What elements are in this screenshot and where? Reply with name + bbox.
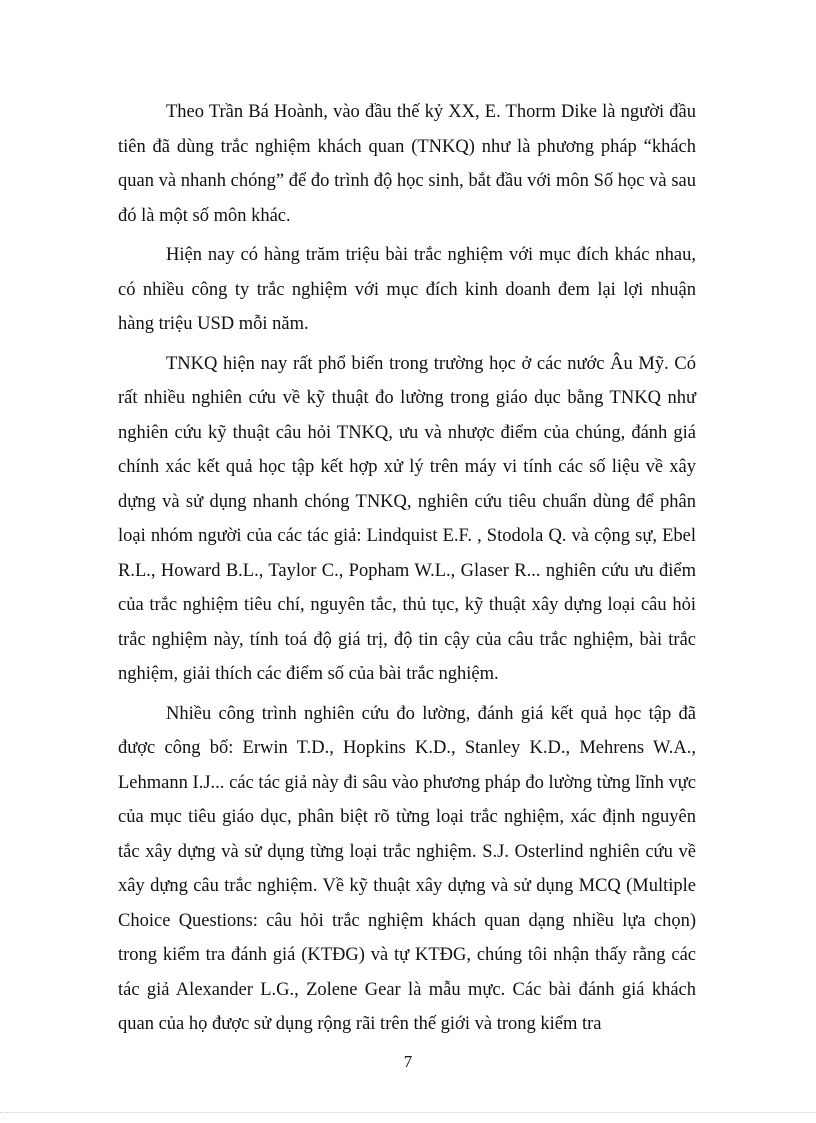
body-text [118, 95, 696, 1047]
paragraph-4: Nhiều công trình nghiên cứu đo lường, đánh giá kết quả học tập đã được công bố: Erwin T.D., Hopkins K.D., Stanley K.D., Mehrens W.A., Lehmann I.J... các tác giả này đi sâu vào phương pháp đo lường từng lĩnh vực của mục tiêu giáo dục, phân biệt rõ từng loại trắc nghiệm, xác định nguyên tắc xây dựng và sử dụng từng loại trắc nghiệm. S.J. Osterlind nghiên cứu về xây dựng câu trắc nghiệm. Về kỹ thuật xây dựng và sử dụng MCQ (Multiple Choice Questions: câu hỏi trắc nghiệm khách quan dạng nhiều lựa chọn) trong kiểm tra đánh giá (KTĐG) và tự KTĐG, chúng tôi nhận thấy rằng các tác giả Alexander L.G., Zolene Gear là mẫu mực. Các bài đánh giá khách quan của họ được sử dụng rộng rãi trên thế giới và trong kiểm tra [118, 703, 696, 1034]
paragraph-2: Hiện nay có hàng trăm triệu bài trắc nghiệm với mục đích khác nhau, có nhiều công ty trắc nghiệm với mục đích kinh doanh đem lại lợi nhuận hàng triệu USD mỗi năm. [118, 245, 696, 334]
paragraph-1: Theo Trần Bá Hoành, vào đầu thế kỷ XX, E. Thorm Dike là người đầu tiên đã dùng trắc nghiệm khách quan (TNKQ) như là phương pháp “khách quan và nhanh chóng” để đo trình độ học sinh, bắt đầu với môn Số học và sau đó là một số môn khác. [118, 102, 696, 226]
paragraph-3: TNKQ hiện nay rất phổ biến trong trường học ở các nước Âu Mỹ. Có rất nhiều nghiên cứu về kỹ thuật đo lường trong giáo dục bằng TNKQ như nghiên cứu kỹ thuật câu hỏi TNKQ, ưu và nhược điểm của chúng, đánh giá chính xác kết quả học tập kết hợp xử lý trên máy vi tính các số liệu về xây dựng và sử dụng nhanh chóng TNKQ, nghiên cứu tiêu chuẩn dùng để phân loại nhóm người của các tác giả: Lindquist E.F. , Stodola Q. và cộng sự, Ebel R.L., Howard B.L., Taylor C., Popham W.L., Glaser R... nghiên cứu ưu điểm của trắc nghiệm tiêu chí, nguyên tắc, thủ tục, kỹ thuật xây dựng loại câu hỏi trắc nghiệm này, tính toá độ giá trị, độ tin cậy của câu trắc nghiệm, bài trắc nghiệm, giải thích các điểm số của bài trắc nghiệm. [118, 353, 696, 684]
page-bottom-divider [0, 1112, 816, 1113]
page-number: 7 [403, 1052, 413, 1071]
